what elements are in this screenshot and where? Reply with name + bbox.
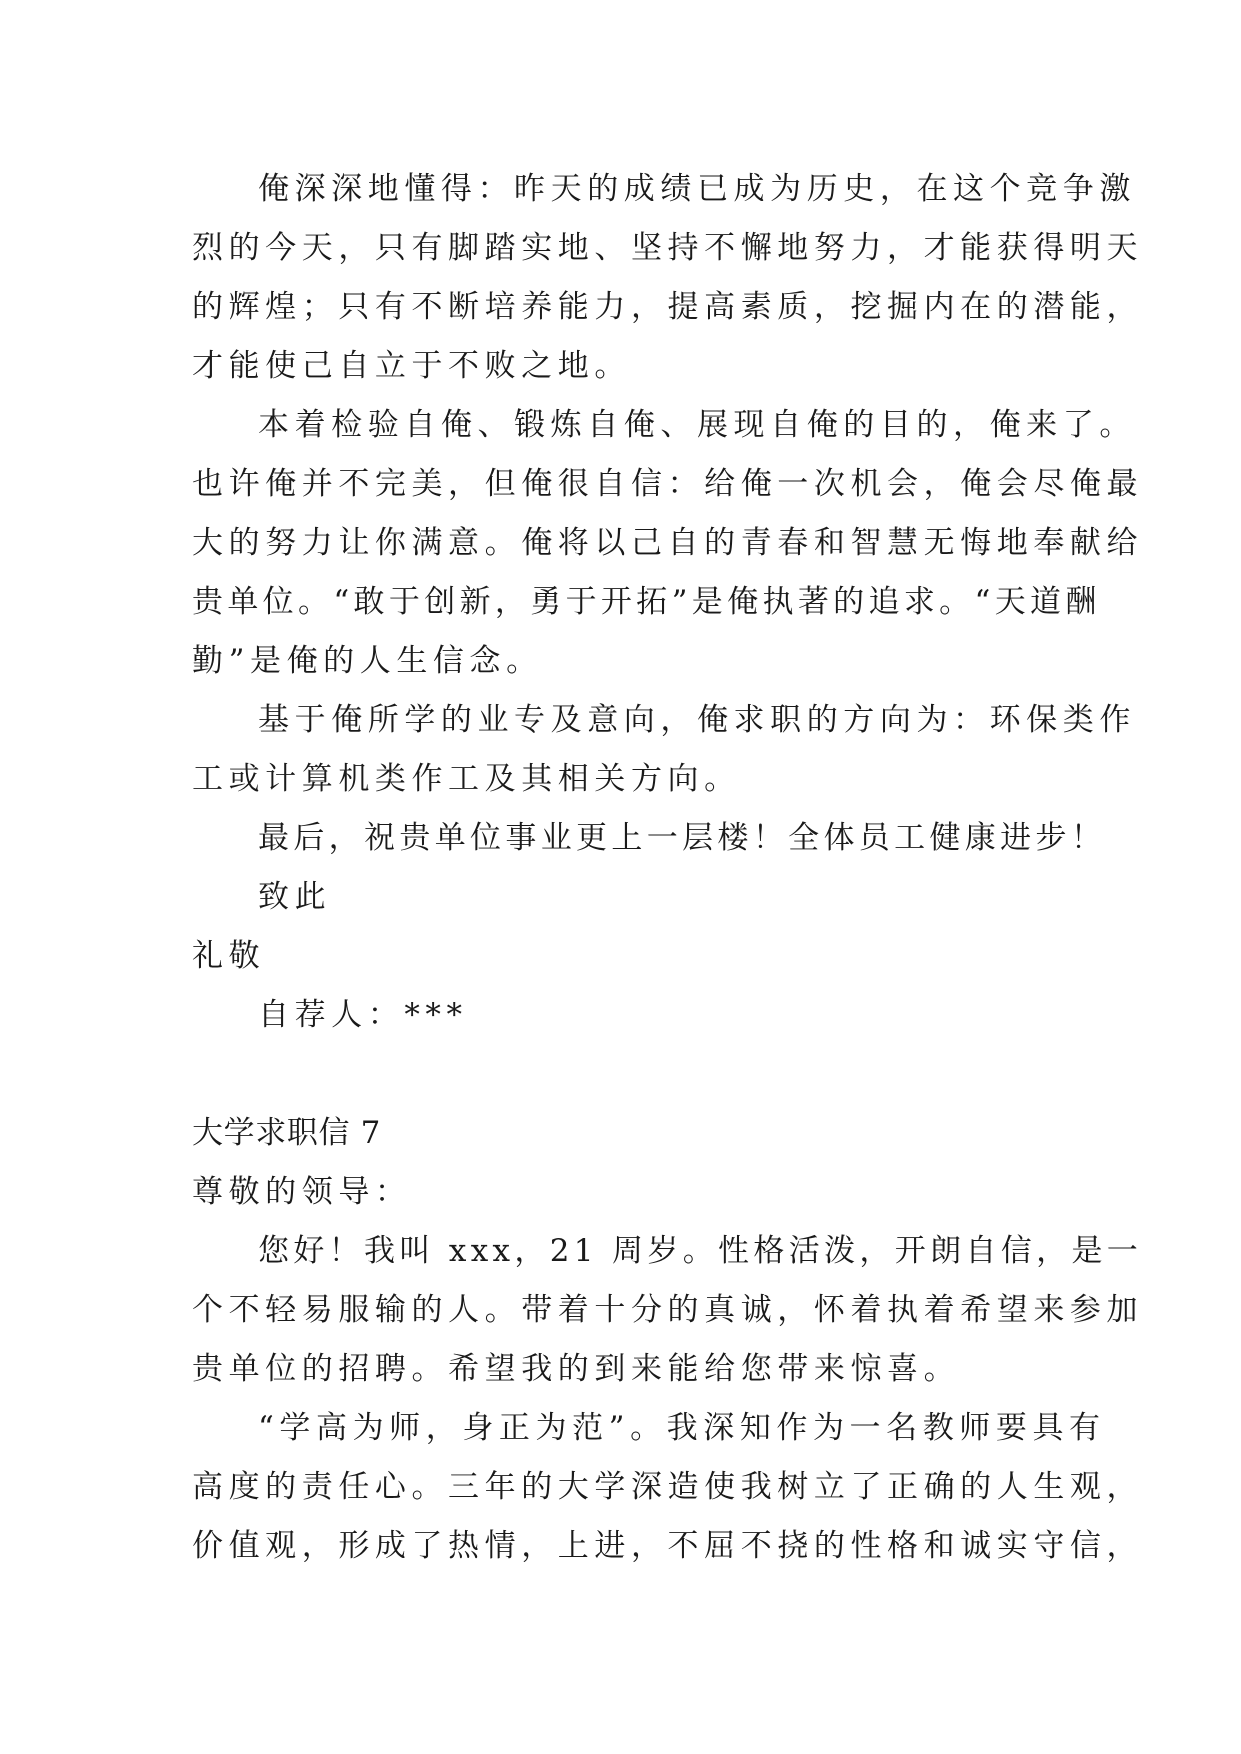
paragraph-line: 高度的责任心。三年的大学深造使我树立了正确的人生观， [192,1469,1144,1505]
paragraph-line: 也许俺并不完美，但俺很自信：给俺一次机会，俺会尽俺最 [192,466,1144,502]
paragraph-line: 才能使己自立于不败之地。 [192,348,631,384]
signature: 自荐人：*** [258,997,468,1033]
paragraph-line: 贵单位。“敢于创新，勇于开拓”是俺执著的追求。“天道酬 [192,584,1101,620]
paragraph-line: 大的努力让你满意。俺将以己自的青春和智慧无悔地奉献给 [192,525,1144,561]
paragraph-line: 您好！我叫 xxx，21 周岁。性格活泼，开朗自信，是一 [258,1233,1143,1269]
paragraph-line: 个不轻易服输的人。带着十分的真诚，怀着执着希望来参加 [192,1292,1144,1328]
paragraph-line: 本着检验自俺、锻炼自俺、展现自俺的目的，俺来了。 [258,407,1136,443]
paragraph-line: 基于俺所学的业专及意向，俺求职的方向为：环保类作 [258,702,1136,738]
paragraph-line: 俺深深地懂得：昨天的成绩已成为历史，在这个竞争激 [258,171,1136,207]
section-title: 大学求职信 7 [192,1115,381,1151]
regards: 礼敬 [192,938,266,974]
paragraph-line: “学高为师，身正为范”。我深知作为一名教师要具有 [258,1410,1106,1446]
paragraph-line: 烈的今天，只有脚踏实地、坚持不懈地努力，才能获得明天 [192,230,1144,266]
paragraph-line: 工或计算机类作工及其相关方向。 [192,761,741,797]
paragraph-line: 贵单位的招聘。希望我的到来能给您带来惊喜。 [192,1351,961,1387]
paragraph-line: 勤”是俺的人生信念。 [192,643,543,679]
section-spacer [192,1045,1072,1104]
paragraph-line: 的辉煌；只有不断培养能力，提高素质，挖掘内在的潜能， [192,289,1144,325]
greeting: 尊敬的领导： [192,1174,412,1210]
salutation: 致此 [258,879,332,915]
document-body [192,160,1144,1576]
closing-line: 最后，祝贵单位事业更上一层楼！全体员工健康进步！ [258,820,1107,856]
paragraph-line: 价值观，形成了热情，上进，不屈不挠的性格和诚实守信， [192,1528,1144,1564]
